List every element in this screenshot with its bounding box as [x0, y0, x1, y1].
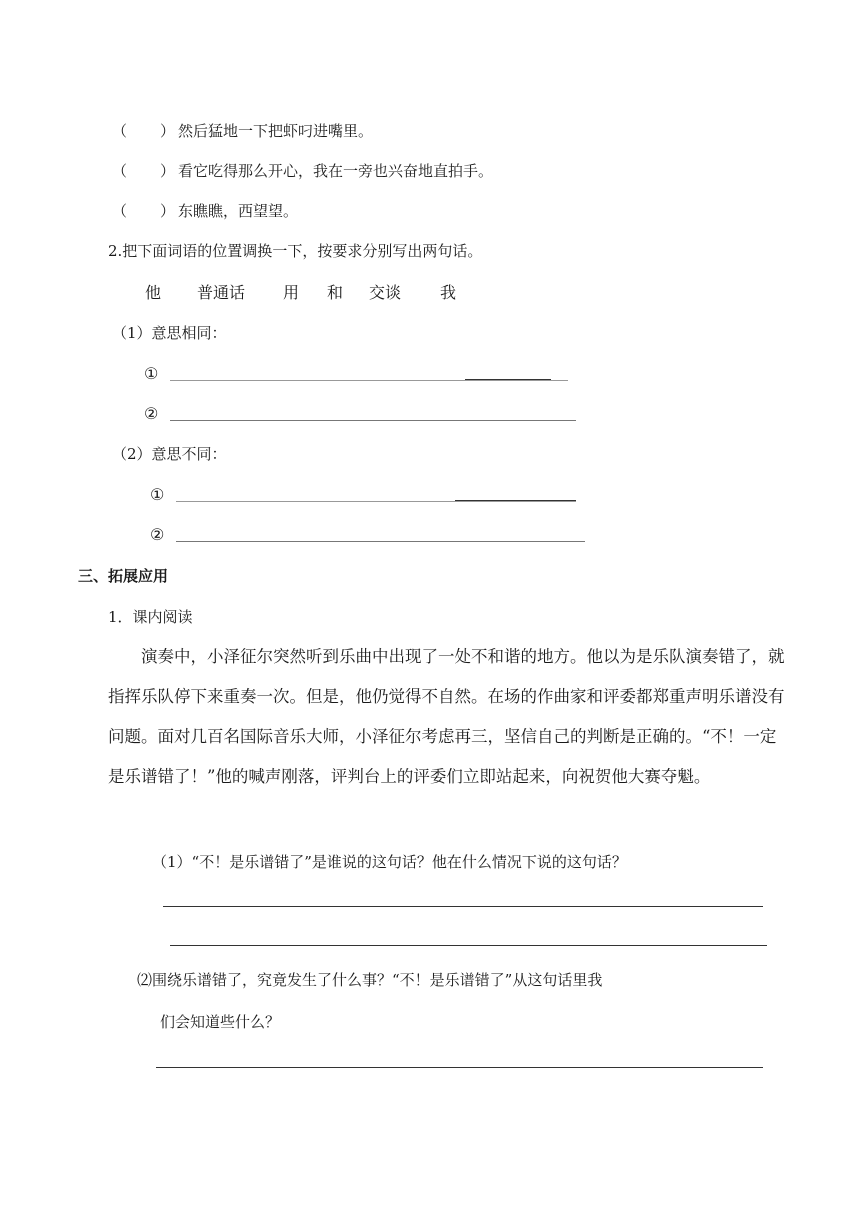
answer-line[interactable] — [176, 541, 585, 542]
subsection-title: 1．课内阅读 — [108, 608, 193, 626]
answer-line[interactable] — [170, 420, 576, 421]
word: 我 — [440, 283, 457, 302]
word: 用 — [283, 283, 300, 302]
answer-line-segment — [455, 500, 576, 501]
answer-line[interactable] — [156, 1067, 763, 1068]
question-2-prompt: 2.把下面词语的位置调换一下，按要求分别写出两句话。 — [108, 242, 483, 260]
reading-question-2-cont: 们会知道些什么？ — [160, 1013, 281, 1031]
word: 他 — [145, 283, 162, 302]
order-item-text: 东瞧瞧，西望望。 — [178, 202, 299, 220]
answer-line[interactable] — [176, 501, 576, 502]
paren-close: ） — [160, 122, 176, 140]
reading-passage: 演奏中，小泽征尔突然听到乐曲中出现了一处不和谐的地方。他以为是乐队演奏错了，就指挥乐队停下来重奏一次。但是，他仍觉得不自然。在场的作曲家和评委都郑重声明乐谱没有问题。面对几百名国际音乐大师，小泽征尔考虑再三，坚信自己的判断是正确的。“不！一定是乐谱错了！”他的喊声刚落，评判台上的评委们立即站起来，向祝贺他大赛夺魁。 — [108, 647, 785, 786]
circled-number: ① — [144, 364, 159, 383]
answer-line-segment — [465, 379, 551, 380]
different-meaning-label: （2）意思不同： — [112, 445, 227, 463]
section-title: 三、拓展应用 — [78, 567, 169, 585]
reading-question-1: （1）“不！是乐谱错了”是谁说的这句话？他在什么情况下说的这句话？ — [152, 853, 627, 871]
paren-close: ） — [160, 202, 176, 220]
paren-open: （ — [112, 202, 128, 220]
order-item-text: 看它吃得那么开心，我在一旁也兴奋地直拍手。 — [178, 162, 494, 180]
reading-question-2: ⑵围绕乐谱错了，究竟发生了什么事？“不！是乐谱错了”从这句话里我 — [137, 971, 603, 989]
word: 交谈 — [369, 283, 402, 302]
same-meaning-label: （1）意思相同： — [112, 324, 227, 342]
order-item-text: 然后猛地一下把虾叼进嘴里。 — [178, 122, 374, 140]
answer-line[interactable] — [163, 906, 763, 907]
paren-open: （ — [112, 122, 128, 140]
circled-number: ① — [150, 485, 165, 504]
circled-number: ② — [150, 525, 165, 544]
paren-close: ） — [160, 162, 176, 180]
circled-number: ② — [144, 404, 159, 423]
word: 普通话 — [197, 283, 246, 302]
paren-open: （ — [112, 162, 128, 180]
answer-line[interactable] — [170, 945, 767, 946]
answer-line[interactable] — [170, 380, 568, 381]
word: 和 — [327, 283, 344, 302]
